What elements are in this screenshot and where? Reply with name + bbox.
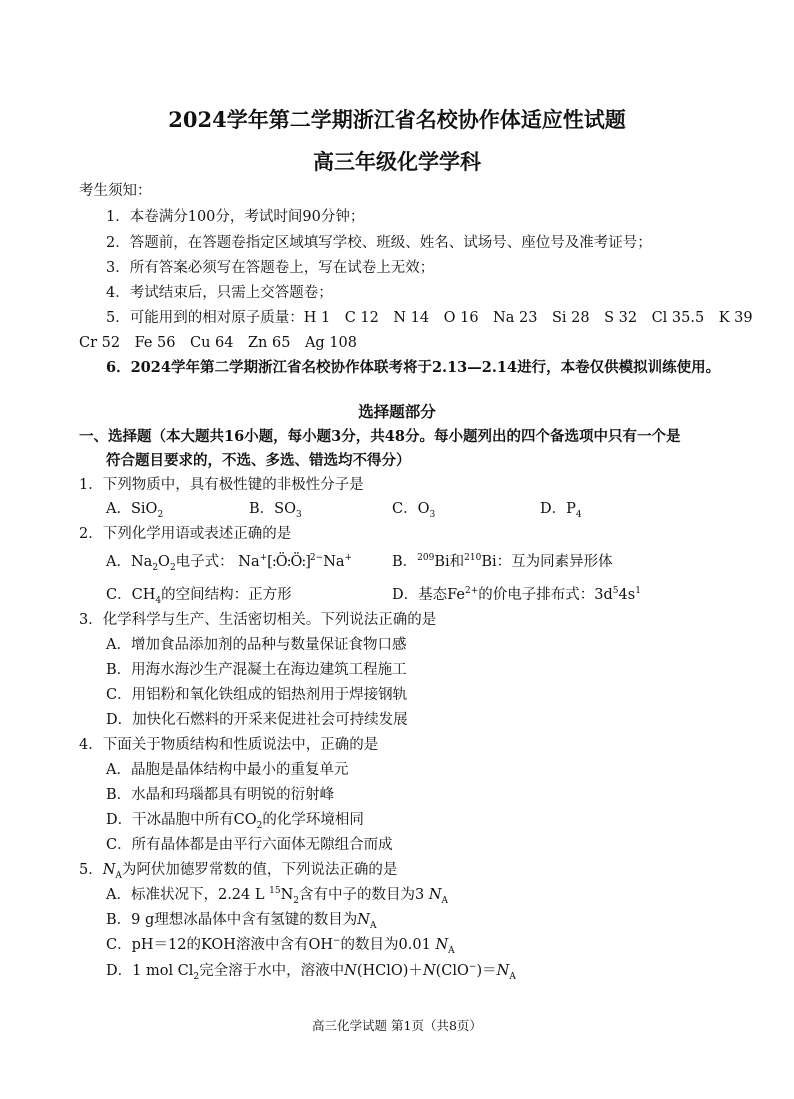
q1-option-c: C．$O_3$ [392, 501, 436, 520]
q3-stem: 3．化学科学与生产、生活密切相关。下列说法正确的是 [79, 612, 437, 628]
exam-subtitle: 高三年级化学学科 [313, 149, 481, 174]
q4-option-c: C．所有晶体都是由平行六面体无隙组合而成 [106, 837, 393, 853]
notice-item-3: 3．所有答案必须写在答题卷上，写在试卷上无效； [106, 260, 435, 276]
q5-option-c: C．pH＝12的KOH溶液中含有OH−的数目为0.01 $N_A$ [106, 936, 455, 956]
q4-stem: 4．下面关于物质结构和性质说法中，正确的是 [79, 737, 379, 753]
notice-item-1: 1．本卷满分100分，考试时间90分钟； [106, 209, 365, 225]
q1-stem: 1．下列物质中，具有极性键的非极性分子是 [79, 477, 364, 493]
q5-stem: 5．$N_A$为阿伏加德罗常数的值，下列说法正确的是 [79, 862, 398, 881]
q2-option-a: A．$Na_2O_2$电子式： Na+[:Ö:Ö:]$^{2-}$Na+ [106, 553, 353, 573]
q2-stem: 2．下列化学用语或表述正确的是 [79, 526, 292, 542]
notice-item-5-cont: Cr 52 Fe 56 Cu 64 Zn 65 Ag 108 [79, 335, 357, 351]
part1-instructions-line1: 一、选择题（本大题共16小题，每小题3分，共48分。每小题列出的四个备选项中只有一个是 [79, 428, 681, 445]
q4-option-d: D．干冰晶胞中所有$CO_2$的化学环境相同 [106, 812, 364, 831]
notice-item-5: 5．可能用到的相对原子质量：H 1 C 12 N 14 O 16 Na 23 Si 28 S 32 Cl 35.5 K 39 [106, 310, 753, 326]
q1-option-b: B．$SO_3$ [249, 501, 302, 520]
na-ion: Na [238, 554, 260, 570]
notice-item-6: 6．2024学年第二学期浙江省名校协作体联考将于2.13—2.14进行，本卷仅供模拟训练使用。 [106, 359, 721, 376]
q2-option-b: B．$^{209}$Bi和$^{210}$Bi：互为同素异形体 [392, 553, 613, 570]
q3-option-b: B．用海水海沙生产混凝土在海边建筑工程施工 [106, 662, 407, 678]
q1-option-d: D．$P_4$ [540, 501, 582, 520]
q3-option-d: D．加快化石燃料的开采来促进社会可持续发展 [106, 712, 408, 728]
q5-option-d: D．1 mol $Cl_2$完全溶于水中，溶液中$N(HClO)+N(ClO^-)=N_A$ [106, 962, 516, 982]
exam-title: 2024学年第二学期浙江省名校协作体适应性试题 [168, 107, 626, 132]
notice-item-4: 4．考试结束后，只需上交答题卷； [106, 285, 333, 301]
q5-option-a: A．标准状况下，2.24 L $^{15}N_2$含有中子的数目为3 $N_A$ [106, 886, 449, 906]
peroxide-electron-dot: [:Ö:Ö:] [267, 554, 310, 570]
notice-item-2: 2．答题前，在答题卷指定区域填写学校、班级、姓名、试场号、座位号及准考证号； [106, 235, 652, 251]
q4-option-a: A．晶胞是晶体结构中最小的重复单元 [106, 762, 349, 778]
q2-option-d: D．基态$Fe^{2+}$的价电子排布式：$3d^54s^1$ [392, 586, 641, 603]
q1-option-a: A．SiO$_2$ [106, 501, 164, 520]
q3-option-c: C．用铝粉和氧化铁组成的铝热剂用于焊接钢轨 [106, 687, 408, 703]
part1-instructions-line2: 符合题目要求的，不选、多选、错选均不得分） [106, 452, 411, 469]
q2-option-c: C．$CH_4$的空间结构：正方形 [106, 587, 292, 606]
q4-option-b: B．水晶和玛瑙都具有明锐的衍射峰 [106, 787, 335, 803]
q3-option-a: A．增加食品添加剂的品种与数量保证食物口感 [106, 637, 407, 653]
page-footer: 高三化学试题 第1页（共8页） [312, 1018, 482, 1033]
section-title: 选择题部分 [358, 402, 436, 421]
q5-option-b: B．9 g理想冰晶体中含有氢键的数目为$N_A$ [106, 912, 377, 931]
notice-heading: 考生须知： [79, 183, 152, 199]
